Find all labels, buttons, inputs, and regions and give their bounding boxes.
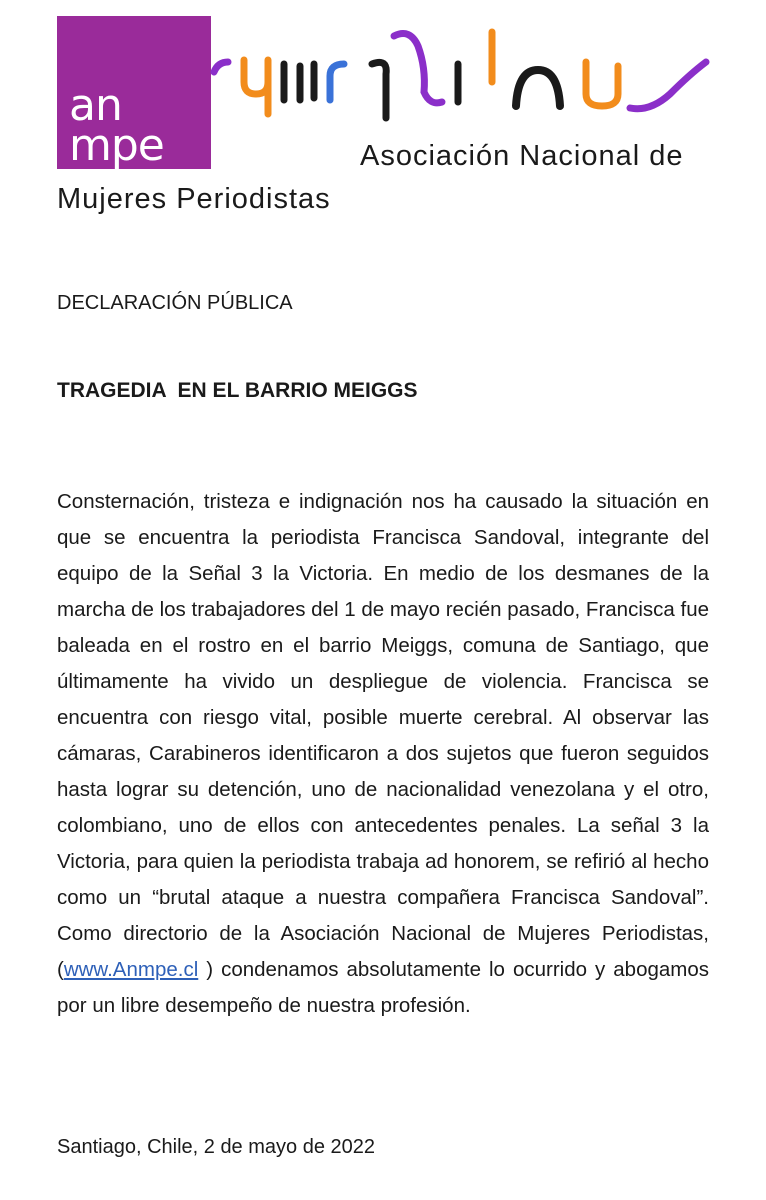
logo-squiggles-graphic bbox=[210, 22, 715, 122]
anmpe-logo bbox=[57, 16, 211, 169]
website-link[interactable]: www.Anmpe.cl bbox=[63, 958, 199, 981]
squiggle-1 bbox=[214, 62, 228, 72]
squiggle-12 bbox=[516, 70, 560, 106]
squiggle-9 bbox=[394, 34, 442, 103]
dateline: Santiago, Chile, 2 de mayo de 2022 bbox=[57, 1136, 375, 1158]
body-text-part2: ) condenamos absolutamente lo ocurrido y abogamos por un libre desempeño de nuestra profesión. bbox=[57, 958, 709, 1017]
logo-text-an: an bbox=[69, 80, 122, 131]
squiggle-2 bbox=[244, 60, 268, 94]
body-text-part1: Consternación, tristeza e indignación nos ha causado la situación en que se encuentra la periodista Francisca Sandoval, integrante del equipo de la Señal 3 la Victoria. En medio de los desmanes de la marcha de los trabajadores del 1 de mayo recién pasado, Francisca fue baleada en el rostro en el barrio Meiggs, comuna de Santiago, que últimamente ha vivido un despliegue de violencia. Francisca se encuentra con riesgo vital, posible muerte cerebral. Al observar las cámaras, Carabineros identificaron a dos sujetos que fueron seguidos hasta lograr su detención, uno de nacionalidad venezolana y el otro, colombiano, uno de ellos con antecedentes penales. La señal 3 la Victoria, para quien la periodista trabaja ad honorem, se refirió al hecho como un “brutal ataque a nuestra compañera Francisca Sandoval”. Como directorio de la Asociación Nacional de Mujeres Periodistas, ( bbox=[57, 490, 709, 981]
org-name-line1: Asociación Nacional de bbox=[360, 140, 684, 172]
document-title: TRAGEDIA EN EL BARRIO MEIGGS bbox=[57, 379, 418, 402]
squiggle-13 bbox=[586, 62, 618, 106]
squiggle-7 bbox=[330, 64, 344, 100]
declaration-label: DECLARACIÓN PÚBLICA bbox=[57, 292, 293, 314]
org-name-line2: Mujeres Periodistas bbox=[57, 183, 331, 215]
squiggle-14 bbox=[630, 62, 706, 109]
squiggle-8 bbox=[372, 62, 386, 118]
logo-text-mpe: mpe bbox=[69, 120, 164, 171]
body-paragraph bbox=[57, 484, 709, 1024]
